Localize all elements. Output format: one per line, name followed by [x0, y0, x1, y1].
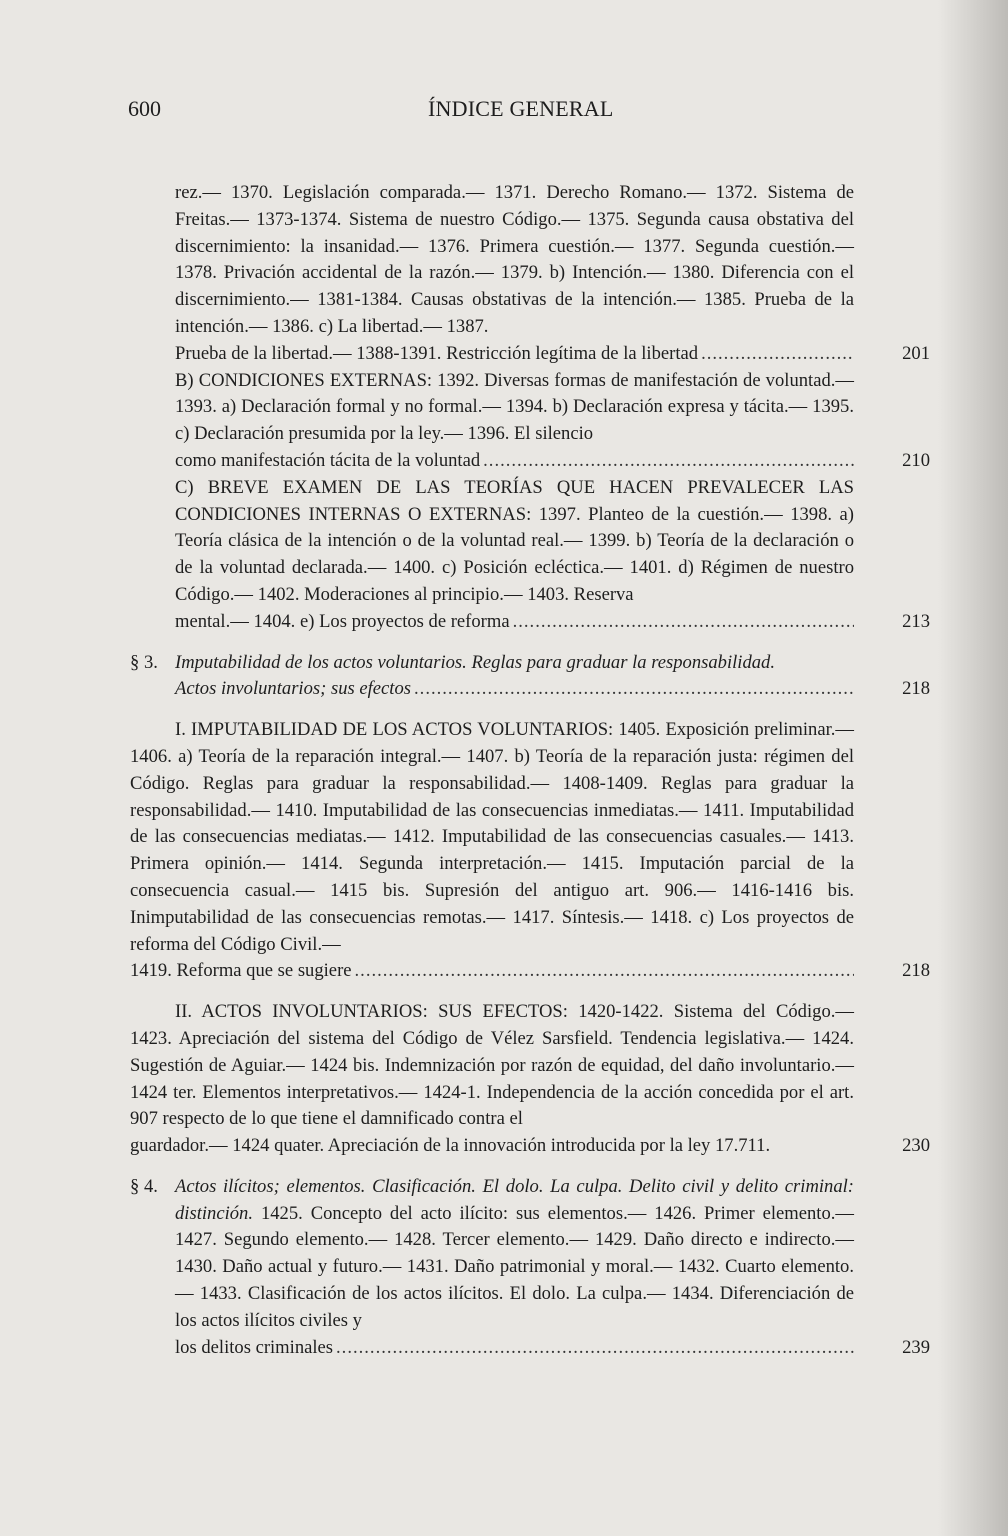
dot-leader [513, 609, 854, 636]
dot-leader [483, 448, 854, 475]
toc-entry-last-line: Actos involuntarios; sus efectos ..... [175, 676, 854, 703]
toc-page-number: 230 [902, 1135, 930, 1157]
dot-leader [355, 958, 854, 985]
toc-entry-text: rez.— 1370. Legislación comparada.— 1371. Derecho Romano.— 1372. Sistema de Freitas.— 1373-1374. Sistema de nuestro Código.— 1375. Segunda causa obstativa del discernimiento: la insanidad.— 1376. Primera cuestión.— 1377. Segunda cuestión.— 1378. Privación accidental de la razón.— 1379. b) Intención.— 1380. Diferencia con el discernimiento.— 1381-1384. Causas obstativas de la intención.— 1385. Prueba de la intención.— 1386. c) La libertad.— 1387. [175, 182, 854, 337]
dot-leader [414, 676, 854, 703]
toc-page-number: 201 [902, 342, 930, 364]
toc-entry-text: I. IMPUTABILIDAD DE LOS ACTOS VOLUNTARIOS: 1405. Exposición preliminar.— 1406. a) Teoría de la reparación integral.— 1407. b) Teoría de la reparación justa: régimen del Código. Reglas para graduar la responsabilidad.— 1408-1409. Reglas para graduar la responsabilidad.— 1410. Imputabilidad de las consecuencias inmediatas.— 1411. Imputabilidad de las consecuencias mediatas.— 1412. Imputabilidad de las consecuencias casuales.— 1413. Primera opinión.— 1414. Segunda interpretación.— 1415. Imputación parcial de la consecuencia casual.— 1415 bis. Supresión del antiguo art. 906.— 1416-1416 bis. Inimputabilidad de las consecuencias remotas.— 1417. Síntesis.— 1418. c) Los proyectos de reforma del Código Civil.— [130, 719, 854, 955]
running-title: ÍNDICE GENERAL [428, 96, 614, 121]
table-of-contents [130, 180, 930, 1361]
toc-page-number: 210 [902, 449, 930, 471]
toc-entry [130, 717, 930, 985]
dot-leader [701, 341, 854, 368]
toc-entry-last-line: Prueba de la libertad.— 1388-1391. Restricción legítima de la libertad ..... [175, 341, 854, 368]
section-mark: § 3. [130, 651, 158, 673]
toc-section-entry [130, 650, 930, 704]
toc-entry [130, 368, 930, 475]
toc-entry-text: B) CONDICIONES EXTERNAS: 1392. Diversas formas de manifestación de voluntad.— 1393. a) Declaración formal y no formal.— 1394. b) Declaración expresa y tácita.— 1395. c) Declaración presumida por la ley.— 1396. El silencio [175, 369, 854, 445]
section-title: Actos ilícitos; elementos. Clasificación. El dolo. La culpa. Delito civil y delito criminal: distinción. [175, 1175, 854, 1224]
page-edge-shadow [938, 0, 1008, 1536]
toc-page-number: 213 [902, 610, 930, 632]
page-header [128, 96, 858, 132]
toc-entry [130, 180, 930, 368]
toc-section-entry [130, 1174, 930, 1362]
toc-entry-text: Actos ilícitos; elementos. Clasificación. El dolo. La culpa. Delito civil y delito criminal: distinción. 1425. Concepto del acto ilícito: sus elementos.— 1426. Primer elemento.— 1427. Segundo elemento.— 1428. Tercer elemento.— 1429. Daño directo e indirecto.— 1430. Daño actual y futuro.— 1431. Daño patrimonial y moral.— 1432. Cuarto elemento.— 1433. Clasificación de los actos ilícitos. El dolo. La culpa.— 1434. Diferenciación de los actos ilícitos civiles y [175, 1175, 854, 1331]
toc-entry-last-line: mental.— 1404. e) Los proyectos de reforma ..... [175, 609, 854, 636]
section-title: Imputabilidad de los actos voluntarios. Reglas para graduar la responsabilidad. [175, 651, 775, 673]
dot-leader [336, 1335, 854, 1362]
toc-page-number: 218 [902, 960, 930, 982]
toc-entry-last-line: guardador.— 1424 quater. Apreciación de la innovación introducida por la ley 17.711. [130, 1135, 771, 1157]
toc-entry-last-line: como manifestación tácita de la voluntad ..... [175, 448, 854, 475]
toc-page-number: 239 [902, 1336, 930, 1358]
section-mark: § 4. [130, 1175, 158, 1197]
toc-page-number: 218 [902, 678, 930, 700]
toc-entry-last-line: los delitos criminales ..... [175, 1335, 854, 1362]
toc-entry-text: II. ACTOS INVOLUNTARIOS: SUS EFECTOS: 1420-1422. Sistema del Código.— 1423. Apreciación del sistema del Código de Vélez Sarsfield. Tendencia legislativa.— 1424. Sugestión de Aguiar.— 1424 bis. Indemnización por razón de equidad, del daño involuntario.— 1424 ter. Elementos interpretativos.— 1424-1. Independencia de la acción concedida por el art. 907 respecto de lo que tiene el damnificado contra el [130, 1001, 854, 1130]
toc-entry-last-line: 1419. Reforma que se sugiere ..... [130, 958, 854, 985]
page-number: 600 [128, 96, 161, 121]
toc-entry [130, 999, 930, 1160]
toc-entry-text: C) BREVE EXAMEN DE LAS TEORÍAS QUE HACEN PREVALECER LAS CONDICIONES INTERNAS O EXTERNAS: 1397. Planteo de la cuestión.— 1398. a) Teoría clásica de la intención o de la voluntad real.— 1399. b) Teoría de la declaración o de la voluntad declarada.— 1400. c) Posición ecléctica.— 1401. d) Régimen de nuestro Código.— 1402. Moderaciones al principio.— 1403. Reserva [175, 476, 854, 605]
toc-entry [130, 475, 930, 636]
